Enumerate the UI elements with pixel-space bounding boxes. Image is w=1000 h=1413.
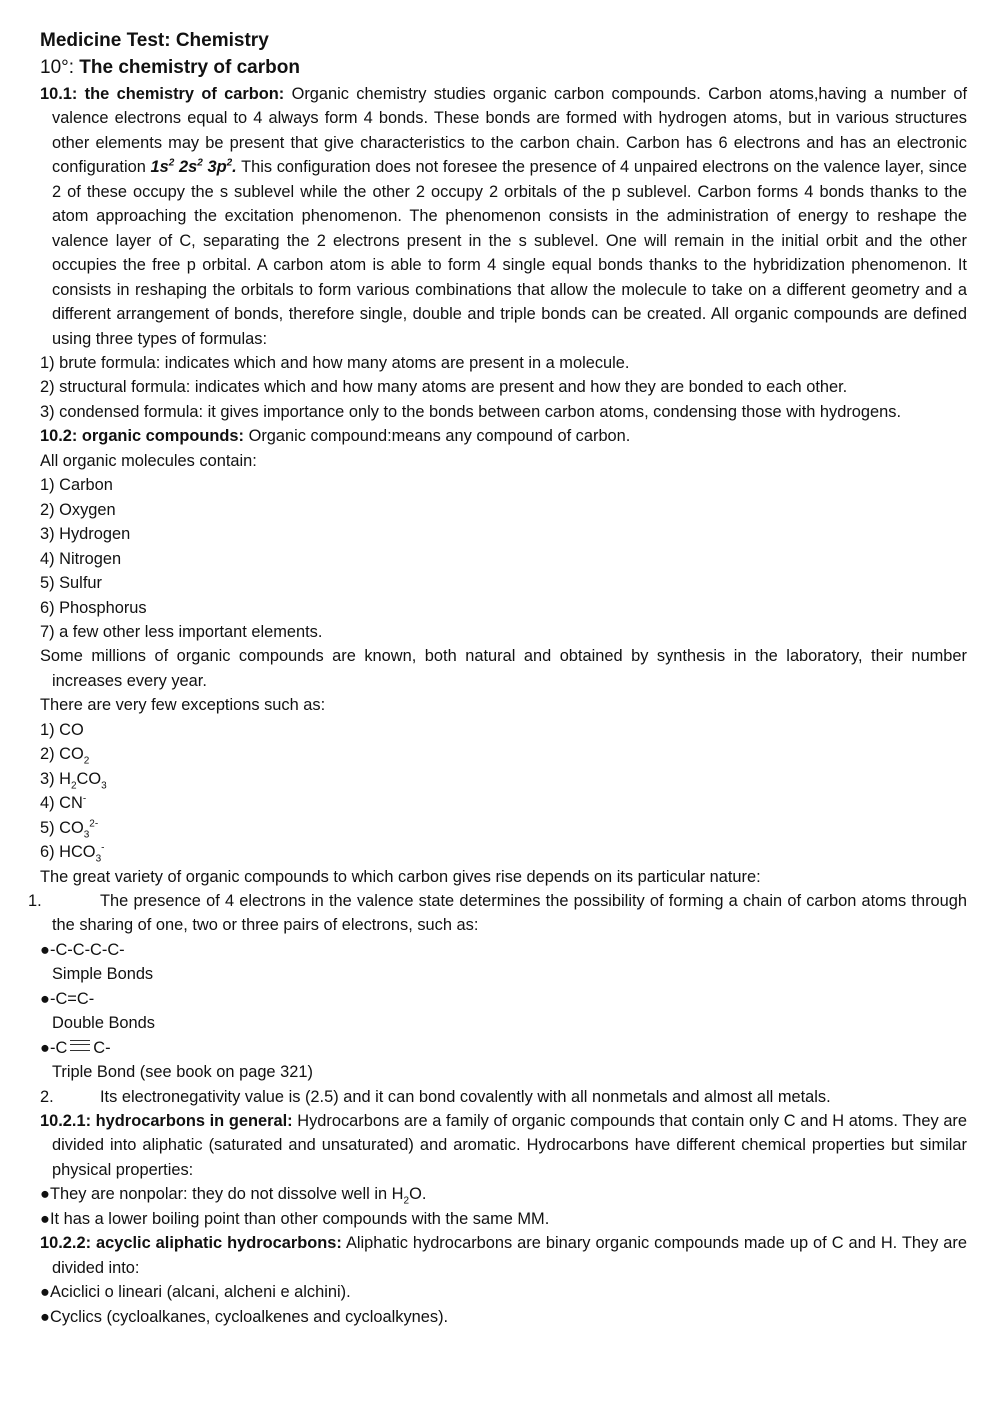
section-10-2-2-paragraph [40, 1231, 967, 1280]
point-1 [28, 889, 967, 938]
formula-item: 1) brute formula: indicates which and how many atoms are present in a molecule. [40, 353, 630, 372]
element-item: 6) Phosphorus [40, 598, 147, 617]
chapter-title: The chemistry of carbon [79, 57, 300, 78]
element-item: 3) Hydrogen [40, 525, 131, 544]
hydrocarbon-bullet: ●It has a lower boiling point than other compounds with the same MM. [40, 1207, 967, 1231]
section-10-1-heading: 10.1: the chemistry of carbon: [40, 85, 285, 103]
bullet-icon: ● [40, 1209, 50, 1228]
section-10-1-paragraph [40, 82, 967, 351]
aliphatic-bullet: ●Cyclics (cycloalkanes, cycloalkenes and cycloalkynes). [40, 1305, 967, 1329]
simple-bond-label: Simple Bonds [52, 965, 154, 984]
element-item: 7) a few other less important elements. [40, 622, 323, 641]
point-2-text: Its electronegativity value is (2.5) and it can bond covalently with all nonmetals and almost all metals. [100, 1087, 831, 1106]
triple-bond-formula: ●-C C- [40, 1036, 967, 1060]
exception-item: 3) $H_2CO_3$ [40, 769, 107, 791]
bullet-icon: ● [40, 1283, 50, 1302]
bullet-icon: ● [40, 1307, 50, 1326]
contain-intro: All organic molecules contain: [40, 451, 257, 470]
section-10-2-1-heading: 10.2.1: hydrocarbons in general: [40, 1112, 293, 1131]
section-10-1-text-b: This configuration does not foresee the presence of 4 unpaired electrons on the valence layer, since 2 of these occupy the s sublevel while the other 2 occupy 2 orbitals of the p sublevel. Carbon forms 4 bonds thanks to the atom approaching the excitation phenomenon. The phenomenon consists in the administration of energy to reshape the valence layer of C, separating the 2 electrons present in the s sublevel. One will remain in the initial orbit and the other occupies the free p orbital. A carbon atom is able to form 4 single equal bonds thanks to the hybridization phenomenon. It consists in reshaping the orbitals to form various combinations that allow the molecule to take on a different geometry and a different arrangement of bonds, therefore single, double and triple bonds can be created. All organic compounds are defined using three types of formulas: [52, 158, 968, 348]
bullet-icon: ● [40, 940, 50, 959]
bullet-icon: ● [40, 1038, 50, 1057]
double-bond-formula: ●-C=C- [40, 987, 967, 1011]
section-10-2-2-heading: 10.2.2: acyclic aliphatic hydrocarbons: [40, 1234, 342, 1253]
triple-bond-icon [70, 1040, 90, 1051]
exception-item: 5) $CO_3^{2-}$ [40, 818, 99, 840]
bullet-icon: ● [40, 989, 50, 1008]
point-2-number: 2. [40, 1087, 54, 1106]
point-2 [40, 1085, 967, 1109]
bullet-icon: ● [40, 1185, 50, 1204]
section-10-2-1-text: Hydrocarbons are a family of organic compounds that contain only C and H atoms. They are divided into aliphatic (saturated and unsaturated) and aromatic. Hydrocarbons have different chemical properties but similar physical properties: [52, 1112, 968, 1179]
section-10-2-1-paragraph [40, 1109, 967, 1182]
point-1-number: 1. [28, 891, 42, 910]
exception-item: 4) CN- [40, 793, 87, 813]
hydrocarbon-bullet: ●They are nonpolar: they do not dissolve well in $H_2O$. [40, 1182, 967, 1206]
exception-item: 1) CO [40, 720, 84, 739]
chapter-heading [40, 54, 967, 81]
exception-item: 6) $HCO_3^-$ [40, 842, 105, 865]
variety-intro: The great variety of organic compounds to which carbon gives rise depends on its particular nature: [40, 867, 761, 886]
exceptions-intro: There are very few exceptions such as: [40, 696, 326, 715]
chapter-number: 10°: [40, 57, 75, 78]
triple-bond-label: Triple Bond (see book on page 321) [52, 1063, 313, 1082]
millions-paragraph: Some millions of organic compounds are known, both natural and obtained by synthesis in the laboratory, their number increases every year. [40, 647, 967, 690]
element-item: 5) Sulfur [40, 574, 102, 593]
element-item: 4) Nitrogen [40, 549, 122, 568]
section-10-2-heading: 10.2: organic compounds: [40, 427, 245, 446]
formula-item: 2) structural formula: indicates which and how many atoms are present and how they are bonded to each other. [40, 378, 848, 397]
formula-item: 3) condensed formula: it gives importance only to the bonds between carbon atoms, condensing those with hydrogens. [40, 402, 902, 421]
section-10-2-text: Organic compound:means any compound of carbon. [248, 427, 631, 446]
double-bond-label: Double Bonds [52, 1014, 155, 1033]
element-item: 1) Carbon [40, 476, 113, 495]
element-item: 2) Oxygen [40, 500, 116, 519]
point-1-text: The presence of 4 electrons in the valence state determines the possibility of forming a chain of carbon atoms through the sharing of one, two or three pairs of electrons, such as: [52, 891, 967, 935]
section-10-2-2-text: Aliphatic hydrocarbons are binary organic compounds made up of C and H. They are divided into: [52, 1234, 967, 1277]
document-title: Medicine Test: Chemistry [40, 30, 269, 51]
exception-item: 2) $CO_2$ [40, 745, 90, 767]
section-10-2-paragraph [40, 424, 967, 448]
simple-bond-formula: ●-C-C-C-C- [40, 938, 967, 962]
electron-configuration: $1s^2$ $2s^2$ $3p^2$. [150, 157, 237, 177]
section-10-1-text-a: Organic chemistry studies organic carbon compounds. Carbon atoms,having a number of valence electrons equal to 4 always form 4 bonds. These bonds are formed with hydrogen atoms, but in various structures other elements may be present that give characteristics to the carbon chain. Carbon has 6 electrons and has an electronic configuration [52, 85, 967, 177]
aliphatic-bullet: ●Aciclici o lineari (alcani, alcheni e alchini). [40, 1280, 967, 1304]
